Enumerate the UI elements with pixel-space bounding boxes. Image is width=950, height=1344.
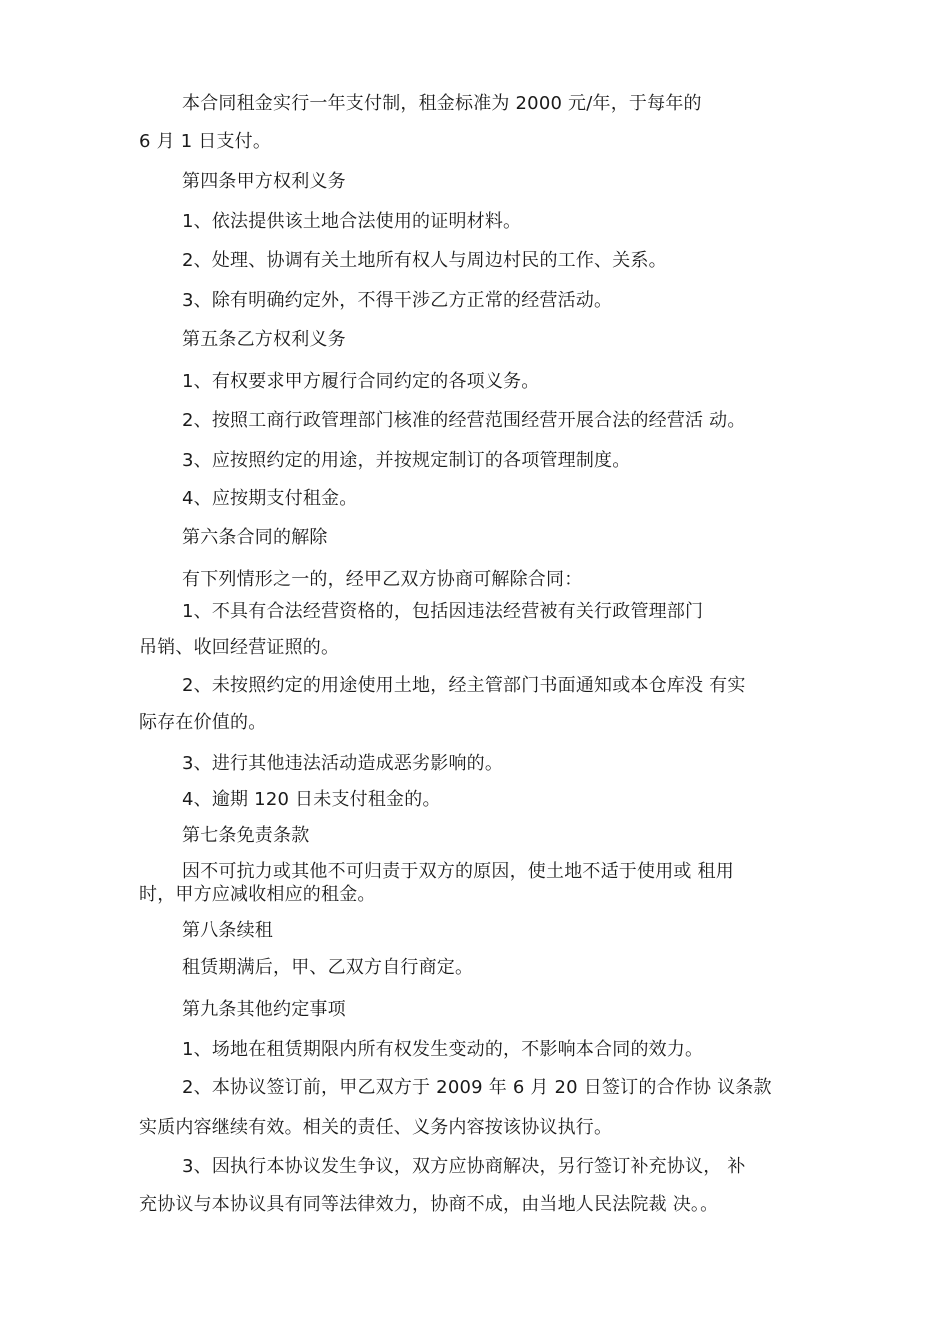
list-item: 3、因执行本协议发生争议，双方应协商解决，另行签订补充协议， 补 <box>182 1156 746 1177</box>
heading-article-4: 第四条甲方权利义务 <box>182 171 346 192</box>
list-item: 2、本协议签订前，甲乙双方于 2009 年 6 月 20 日签订的合作协 议条款 <box>182 1077 772 1098</box>
list-item: 2、处理、协调有关土地所有权人与周边村民的工作、关系。 <box>182 250 667 271</box>
list-item: 1、场地在租赁期限内所有权发生变动的，不影响本合同的效力。 <box>182 1039 704 1060</box>
list-item: 3、除有明确约定外，不得干涉乙方正常的经营活动。 <box>182 290 613 311</box>
list-item: 1、有权要求甲方履行合同约定的各项义务。 <box>182 371 540 392</box>
paragraph-rent-payment-cont: 6 月 1 日支付。 <box>139 131 272 152</box>
heading-article-9: 第九条其他约定事项 <box>182 999 346 1020</box>
heading-article-7: 第七条免责条款 <box>182 825 310 846</box>
list-item-cont: 充协议与本协议具有同等法律效力，协商不成，由当地人民法院裁 决。。 <box>139 1194 719 1215</box>
list-item: 1、不具有合法经营资格的，包括因违法经营被有关行政管理部门 <box>182 601 704 622</box>
paragraph-force-majeure-cont: 时，甲方应减收相应的租金。 <box>139 884 376 905</box>
list-item: 3、进行其他违法活动造成恶劣影响的。 <box>182 753 504 774</box>
paragraph-force-majeure: 因不可抗力或其他不可归责于双方的原因，使土地不适于使用或 租用 <box>182 861 734 882</box>
list-item-cont: 际存在价值的。 <box>139 712 267 733</box>
list-item: 4、应按期支付租金。 <box>182 488 358 509</box>
list-item-cont: 实质内容继续有效。相关的责任、义务内容按该协议执行。 <box>139 1117 613 1138</box>
list-item: 4、逾期 120 日未支付租金的。 <box>182 789 441 810</box>
list-item: 2、按照工商行政管理部门核准的经营范围经营开展合法的经营活 动。 <box>182 410 746 431</box>
heading-article-5: 第五条乙方权利义务 <box>182 329 346 350</box>
paragraph-rent-payment: 本合同租金实行一年支付制，租金标准为 2000 元/年，于每年的 <box>182 93 702 114</box>
paragraph-renewal: 租赁期满后，甲、乙双方自行商定。 <box>182 957 474 978</box>
list-item: 3、应按照约定的用途，并按规定制订的各项管理制度。 <box>182 450 631 471</box>
list-item: 1、依法提供该土地合法使用的证明材料。 <box>182 211 522 232</box>
heading-article-8: 第八条续租 <box>182 920 273 941</box>
list-item: 2、未按照约定的用途使用土地，经主管部门书面通知或本仓库没 有实 <box>182 675 746 696</box>
paragraph-termination-intro: 有下列情形之一的，经甲乙双方协商可解除合同： <box>182 569 583 590</box>
heading-article-6: 第六条合同的解除 <box>182 527 328 548</box>
list-item-cont: 吊销、收回经营证照的。 <box>139 637 340 658</box>
